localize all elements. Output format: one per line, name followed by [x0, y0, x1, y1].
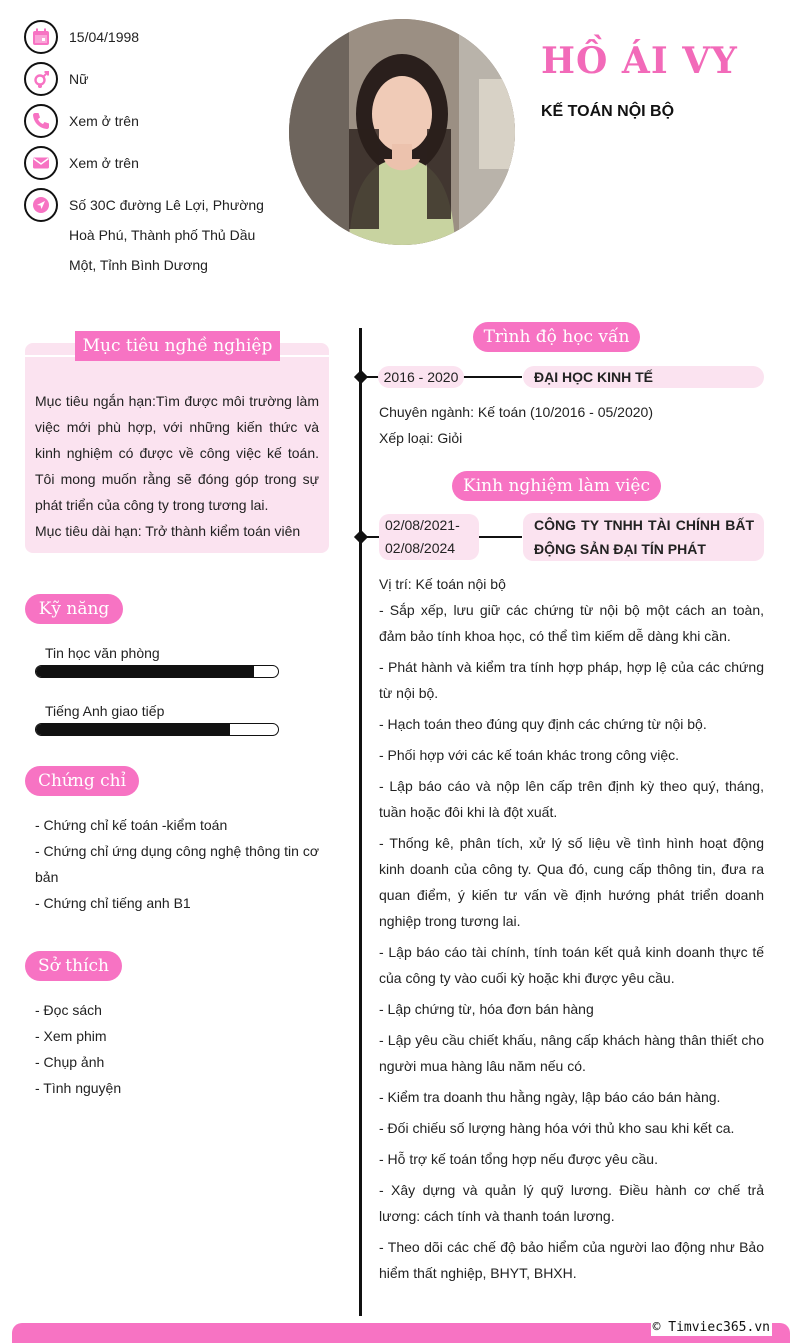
address-line: Hoà Phú, Thành phố Thủ Dầu	[69, 227, 256, 243]
experience-duty: - Thống kê, phân tích, xử lý số liệu về tình hình hoạt động kinh doanh của công ty. Qua đó, cung cấp thông tin, đưa ra quan điểm, ý kiến tư vấn về định hướng phát triển doanh nghiệp trong tương lai.	[379, 835, 764, 929]
hobby-item: - Tình nguyện	[35, 1080, 122, 1096]
phone-text: Xem ở trên	[69, 113, 139, 129]
certificate-item: - Chứng chỉ tiếng anh B1	[35, 895, 191, 911]
experience-details	[379, 571, 764, 1291]
education-title: Trình độ học vấn	[473, 322, 640, 352]
education-major: Chuyên ngành: Kế toán (10/2016 - 05/2020)	[379, 404, 653, 420]
hobby-item: - Chụp ảnh	[35, 1054, 105, 1070]
experience-duty: - Phối hợp với các kế toán khác trong công việc.	[379, 747, 680, 763]
career-goal-text	[35, 388, 319, 544]
experience-start: 02/08/2021-	[385, 517, 460, 533]
certificate-item: - Chứng chỉ kế toán -kiểm toán	[35, 817, 228, 833]
contact-list	[24, 20, 274, 288]
hobby-item: - Đọc sách	[35, 1002, 102, 1018]
education-school: ĐẠI HỌC KINH TẾ	[523, 366, 764, 388]
career-goal-title: Mục tiêu nghề nghiệp	[75, 331, 280, 361]
calendar-icon	[24, 20, 58, 54]
contact-phone	[24, 104, 274, 138]
footer-credit[interactable]: © Timviec365.vn	[652, 1320, 770, 1335]
certificates-list	[35, 812, 325, 916]
experience-duty: - Kiểm tra doanh thu hằng ngày, lập báo cáo bán hàng.	[379, 1089, 721, 1105]
skill-bar	[35, 723, 279, 736]
gender-text: Nữ	[69, 71, 89, 87]
contact-birthday	[24, 20, 274, 54]
education-period: 2016 - 2020	[378, 366, 464, 388]
candidate-name: HỒ ÁI VY	[541, 40, 738, 82]
experience-duty: - Hỗ trợ kế toán tổng hợp nếu được yêu cầu.	[379, 1151, 658, 1167]
experience-end: 02/08/2024	[385, 540, 456, 556]
contact-email	[24, 146, 274, 180]
skill-bar-fill	[36, 724, 230, 735]
job-title: KẾ TOÁN NỘI BỘ	[541, 103, 675, 120]
skill-bar-fill	[36, 666, 254, 677]
contact-gender	[24, 62, 274, 96]
experience-title: Kinh nghiệm làm việc	[452, 471, 661, 501]
education-details	[379, 399, 653, 451]
hobbies-list	[35, 997, 325, 1101]
address-text	[69, 188, 264, 280]
experience-duty: - Lập báo cáo tài chính, tính toán kết quả kinh doanh thực tế của công ty vào cuối kỳ hoặc khi được yêu cầu.	[379, 944, 764, 986]
experience-duty: - Lập yêu cầu chiết khấu, nâng cấp khách hàng thân thiết cho người mua hàng lâu năm nếu có.	[379, 1032, 764, 1074]
experience-duty: - Phát hành và kiểm tra tính hợp pháp, hợp lệ của các chứng từ nội bộ.	[379, 659, 764, 701]
skills-title: Kỹ năng	[25, 594, 123, 624]
experience-position: Vị trí: Kế toán nội bộ	[379, 576, 506, 592]
experience-period	[379, 514, 479, 560]
timeline-line	[359, 328, 362, 1316]
short-term-goal: Mục tiêu ngắn hạn:Tìm được môi trường làm việc mới phù hợp, với những kiến thức và kinh nghiệm có được về công việc kế toán. Tôi mong muốn rằng sẽ đóng góp trong sự phát triển của công ty trong tương lai.	[35, 393, 319, 513]
experience-duty: - Theo dõi các chế độ bảo hiểm của người lao động như Bảo hiểm thất nghiệp, BHYT, BHXH.	[379, 1239, 764, 1281]
skill-bar	[35, 665, 279, 678]
certificates-title: Chứng chỉ	[25, 766, 139, 796]
experience-company: CÔNG TY TNHH TÀI CHÍNH BẤT ĐỘNG SẢN ĐẠI TÍN PHÁT	[523, 513, 764, 561]
long-term-goal: Mục tiêu dài hạn: Trở thành kiểm toán viên	[35, 523, 301, 539]
location-icon	[24, 188, 58, 222]
address-line: Số 30C đường Lê Lợi, Phường	[69, 197, 264, 213]
certificate-item: - Chứng chỉ ứng dụng công nghệ thông tin cơ bản	[35, 843, 319, 885]
skill-name: Tin học văn phòng	[45, 645, 160, 661]
birthday-text: 15/04/1998	[69, 29, 140, 45]
experience-duty: - Hạch toán theo đúng quy định các chứng từ nội bộ.	[379, 716, 707, 732]
experience-duty: - Lập báo cáo và nộp lên cấp trên định kỳ theo quý, tháng, tuần hoặc đôi khi là đột xuất.	[379, 778, 764, 820]
email-text: Xem ở trên	[69, 155, 139, 171]
experience-duty: - Đối chiếu số lượng hàng hóa với thủ kho sau khi kết ca.	[379, 1120, 735, 1136]
address-line: Một, Tỉnh Bình Dương	[69, 257, 208, 273]
experience-duty: - Sắp xếp, lưu giữ các chứng từ nội bộ một cách an toàn, đảm bảo tính khoa học, có thể tìm kiếm dễ dàng khi cần.	[379, 602, 764, 644]
hobbies-title: Sở thích	[25, 951, 122, 981]
education-rank: Xếp loại: Giỏi	[379, 430, 463, 446]
mail-icon	[24, 146, 58, 180]
phone-icon	[24, 104, 58, 138]
gender-icon	[24, 62, 58, 96]
contact-address	[24, 188, 274, 280]
profile-photo	[289, 19, 515, 245]
experience-duty: - Xây dựng và quản lý quỹ lương. Điều hành cơ chế trả lương: cách tính và thanh toán lương.	[379, 1182, 764, 1224]
hobby-item: - Xem phim	[35, 1028, 107, 1044]
skill-name: Tiếng Anh giao tiếp	[45, 703, 165, 719]
experience-duty: - Lập chứng từ, hóa đơn bán hàng	[379, 1001, 594, 1017]
